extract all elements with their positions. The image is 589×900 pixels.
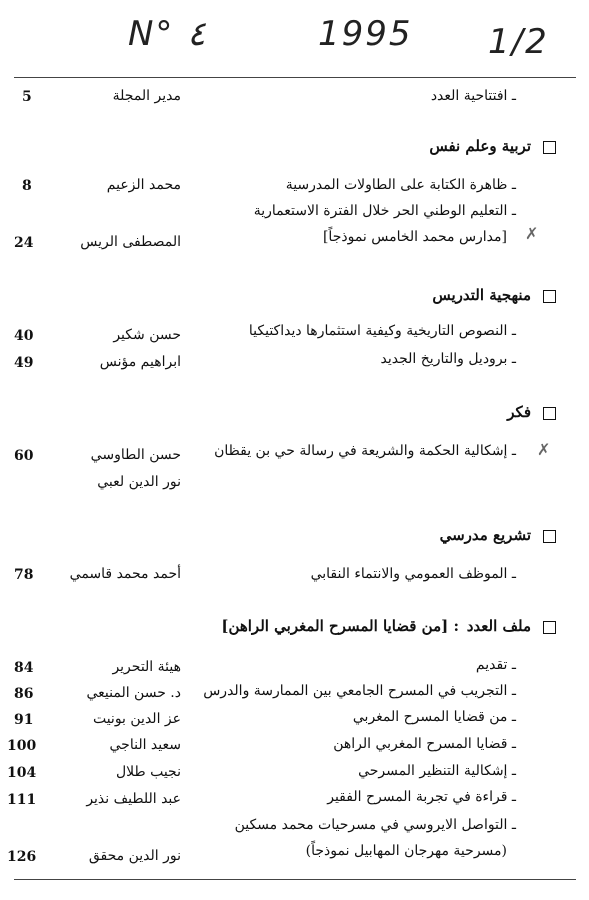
entry-title: ـ التعليم الوطني الحر خلال الفترة الاستعمارية <box>253 203 516 219</box>
section-heading: ملف العدد <box>466 617 531 635</box>
issue-part: 1/2 <box>488 22 549 62</box>
entry-title: ـ ظاهرة الكتابة على الطاولات المدرسية <box>285 177 516 193</box>
entry-author: حسن شكير <box>113 327 181 343</box>
bottom-rule <box>14 879 576 880</box>
section-heading: فكر <box>507 403 531 421</box>
entry-author: حسن الطاوسي <box>90 447 181 463</box>
editorial-author: مدير المجلة <box>112 88 181 104</box>
entry-page: 78 <box>14 567 34 583</box>
section-heading: منهجية التدريس <box>432 286 531 304</box>
entry-page: 60 <box>14 448 34 464</box>
section-heading: تربية وعلم نفس <box>429 137 531 155</box>
entry-author: د. حسن المنيعي <box>86 685 181 701</box>
entry-page: 49 <box>14 355 34 371</box>
margin-cross-mark: ✗ <box>537 440 551 459</box>
entry-page: 24 <box>14 235 34 251</box>
entry-title: ـ قراءة في تجربة المسرح الفقير <box>327 789 516 805</box>
entry-title: ـ التواصل الايروسي في مسرحيات محمد مسكين <box>234 817 516 833</box>
top-rule <box>14 77 576 78</box>
entry-title: ـ النصوص التاريخية وكيفية استثمارها ديداكتيكيا <box>248 323 516 339</box>
section-checkbox-icon <box>543 141 556 154</box>
entry-author: عبد اللطيف نذير <box>86 791 181 807</box>
entry-subtitle: [مدارس محمد الخامس نموذجاً] <box>322 229 507 245</box>
editorial-title: ـ افتتاحية العدد <box>430 88 516 104</box>
entry-title: ـ تقديم <box>475 657 516 673</box>
section-heading: تشريع مدرسي <box>439 526 531 544</box>
entry-title: ـ قضايا المسرح المغربي الراهن <box>333 736 516 752</box>
margin-cross-mark: ✗ <box>525 224 539 243</box>
entry-page: 104 <box>7 765 37 781</box>
entry-title: ـ بروديل والتاريخ الجديد <box>380 351 516 367</box>
entry-page: 86 <box>14 686 34 702</box>
entry-author: عز الدين بونيت <box>92 711 181 727</box>
entry-author: ابراهيم مؤنس <box>99 354 181 370</box>
entry-page: 91 <box>14 712 34 728</box>
entry-page: 8 <box>22 178 32 194</box>
entry-subtitle: (مسرحية مهرجان المهابيل نموذجاً) <box>305 843 507 859</box>
entry-author-second: نور الدين لعبي <box>97 474 181 490</box>
entry-author: محمد الزعيم <box>106 177 181 193</box>
entry-author: هيئة التحرير <box>112 659 181 675</box>
section-checkbox-icon <box>543 290 556 303</box>
entry-page: 40 <box>14 328 34 344</box>
entry-author: نور الدين محقق <box>88 848 181 864</box>
issue-year: 1995 <box>318 14 413 54</box>
entry-title: ـ إشكالية التنظير المسرحي <box>358 763 516 779</box>
entry-author: نجيب طلال <box>115 764 181 780</box>
entry-author: أحمد محمد قاسمي <box>69 566 181 582</box>
entry-author: المصطفى الريس <box>80 234 181 250</box>
entry-title: ـ إشكالية الحكمة والشريعة في رسالة حي بن يقظان <box>214 443 516 459</box>
section-heading-suffix: : [من قضايا المسرح المغربي الراهن] <box>221 617 459 635</box>
section-checkbox-icon <box>543 621 556 634</box>
entry-page: 111 <box>7 792 37 808</box>
section-checkbox-icon <box>543 530 556 543</box>
issue-number-label: N° ٤ <box>128 14 206 54</box>
entry-page: 100 <box>7 738 37 754</box>
entry-title: ـ الموظف العمومي والانتماء النقابي <box>310 566 516 582</box>
entry-title: ـ التجريب في المسرح الجامعي بين الممارسة والدرس <box>203 683 516 699</box>
entry-page: 126 <box>7 849 37 865</box>
section-checkbox-icon <box>543 407 556 420</box>
entry-title: ـ من قضايا المسرح المغربي <box>352 709 516 725</box>
entry-author: سعيد الناجي <box>109 737 181 753</box>
editorial-page: 5 <box>22 89 32 105</box>
entry-page: 84 <box>14 660 34 676</box>
